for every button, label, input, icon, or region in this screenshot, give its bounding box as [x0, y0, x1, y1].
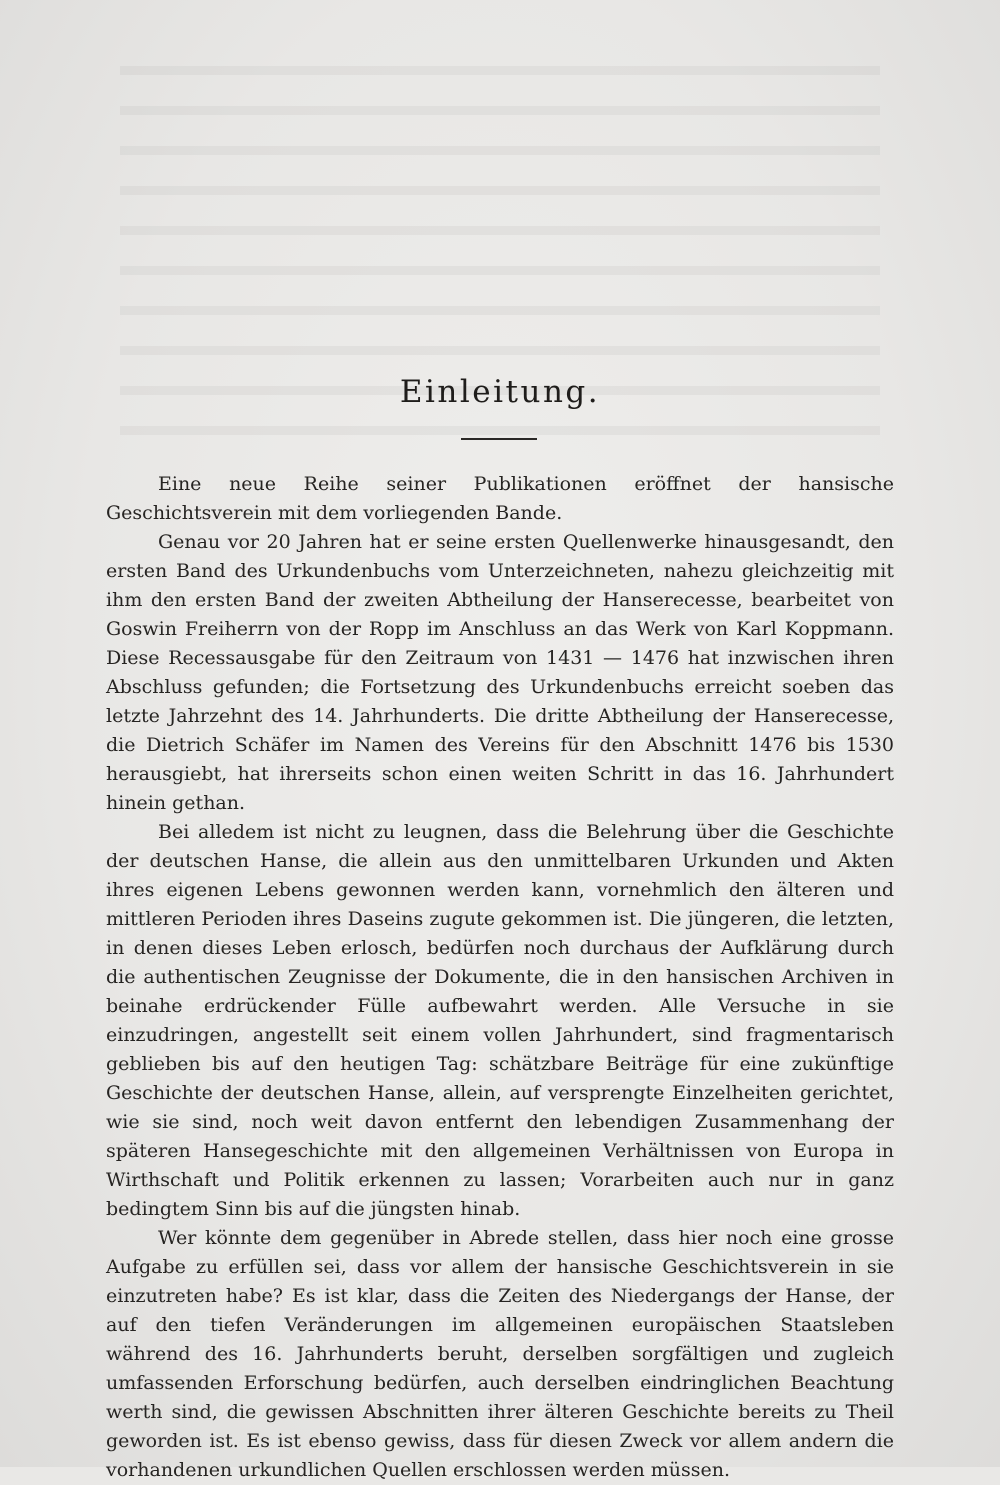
paragraph-1: Eine neue Reihe seiner Publikationen eröffnet der hansische Geschichtsverein mit dem vorliegenden Bande.: [106, 473, 894, 524]
chapter-title: Einleitung.: [399, 374, 601, 410]
title-divider: [461, 438, 537, 440]
paragraph-2: Genau vor 20 Jahren hat er seine ersten Quellenwerke hinausgesandt, den ersten Band des Urkundenbuchs vom Unterzeichneten, nahezu gleichzeitig mit ihm den ersten Band der zweiten Abtheilung der Hanserecesse, bearbeitet von Goswin Freiherrn von der Ropp im Anschluss an das Werk von Karl Koppmann. Diese Recessausgabe für den Zeitraum von 1431 — 1476 hat inzwischen ihren Abschluss gefunden; die Fortsetzung des Urkundenbuchs erreicht soeben das letzte Jahrzehnt des 14. Jahrhunderts. Die dritte Abtheilung der Hanserecesse, die Dietrich Schäfer im Namen des Vereins für den Abschnitt 1476 bis 1530 herausgiebt, hat ihrerseits schon einen weiten Schritt in das 16. Jahrhundert hinein gethan.: [106, 531, 894, 814]
body-text: [106, 470, 894, 1485]
paragraph-4: Wer könnte dem gegenüber in Abrede stellen, dass hier noch eine grosse Aufgabe zu erfüllen sei, dass vor allem der hansische Geschichtsverein in sie einzutreten habe? Es ist klar, dass die Zeiten des Niedergangs der Hanse, der auf den tiefen Veränderungen im allgemeinen europäischen Staatsleben während des 16. Jahrhunderts beruht, derselben sorgfältigen und zugleich umfassenden Erforschung bedürfen, auch derselben eindringlichen Beachtung werth sind, die gewissen Abschnitten ihrer älteren Geschichte bereits zu Theil geworden ist. Es ist ebenso gewiss, dass für diesen Zweck vor allem andern die vorhandenen urkundlichen Quellen erschlossen werden müssen.: [106, 1227, 894, 1481]
paragraph-3: Bei alledem ist nicht zu leugnen, dass die Belehrung über die Geschichte der deutschen Hanse, die allein aus den unmittelbaren Urkunden und Akten ihres eigenen Lebens gewonnen werden kann, vornehmlich den älteren und mittleren Perioden ihres Daseins zugute gekommen ist. Die jüngeren, die letzten, in denen dieses Leben erlosch, bedürfen noch durchaus der Aufklärung durch die authentischen Zeugnisse der Dokumente, die in den hansischen Archiven in beinahe erdrückender Fülle aufbewahrt werden. Alle Versuche in sie einzudringen, angestellt seit einem vollen Jahrhundert, sind fragmentarisch geblieben bis auf den heutigen Tag: schätzbare Beiträge für eine zukünftige Geschichte der deutschen Hanse, allein, auf versprengte Einzelheiten gerichtet, wie sie sind, noch weit davon entfernt den lebendigen Zusammenhang der späteren Hansegeschichte mit den allgemeinen Verhältnissen von Europa in Wirthschaft und Politik erkennen zu lassen; Vorarbeiten auch nur in ganz bedingtem Sinn bis auf die jüngsten hinab.: [106, 821, 894, 1220]
